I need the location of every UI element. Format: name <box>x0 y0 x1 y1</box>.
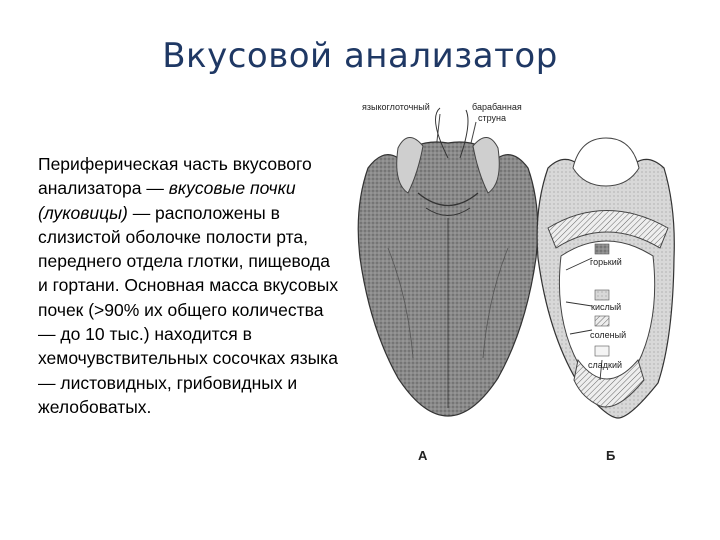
tongue-a-illustration <box>358 108 538 416</box>
tongue-figure <box>348 98 678 478</box>
tongue-b-illustration <box>537 138 674 418</box>
nerve-label-chorda-2: струна <box>478 113 507 123</box>
nerve-label-glossopharyngeal: языкоглоточный <box>362 102 430 112</box>
taste-label-sweet: сладкий <box>588 360 623 370</box>
slide-title: Вкусовой анализатор <box>162 36 558 76</box>
body-paragraph <box>38 152 343 419</box>
text-part-1: Периферическая часть вкусового анализатора — <box>38 154 312 199</box>
panel-label-b: Б <box>606 448 616 463</box>
taste-label-salty: соленый <box>590 330 627 340</box>
text-italic-term: вкусовые почки (луковицы) <box>38 178 296 223</box>
text-part-3: — расположены в слизистой оболочке полости рта, переднего отдела глотки, пищевода и гортани. Основная масса вкусовых почек (>90% их общего количества — до 10 тыс.) находится в хемочувствительных сосочках языка — листовидных, грибовидных и желобоватых. <box>38 202 339 417</box>
panel-label-a: А <box>418 448 428 463</box>
taste-label-bitter: горький <box>590 257 622 267</box>
nerve-label-chorda-1: барабанная <box>472 102 522 112</box>
taste-label-sour: кислый <box>591 302 622 312</box>
